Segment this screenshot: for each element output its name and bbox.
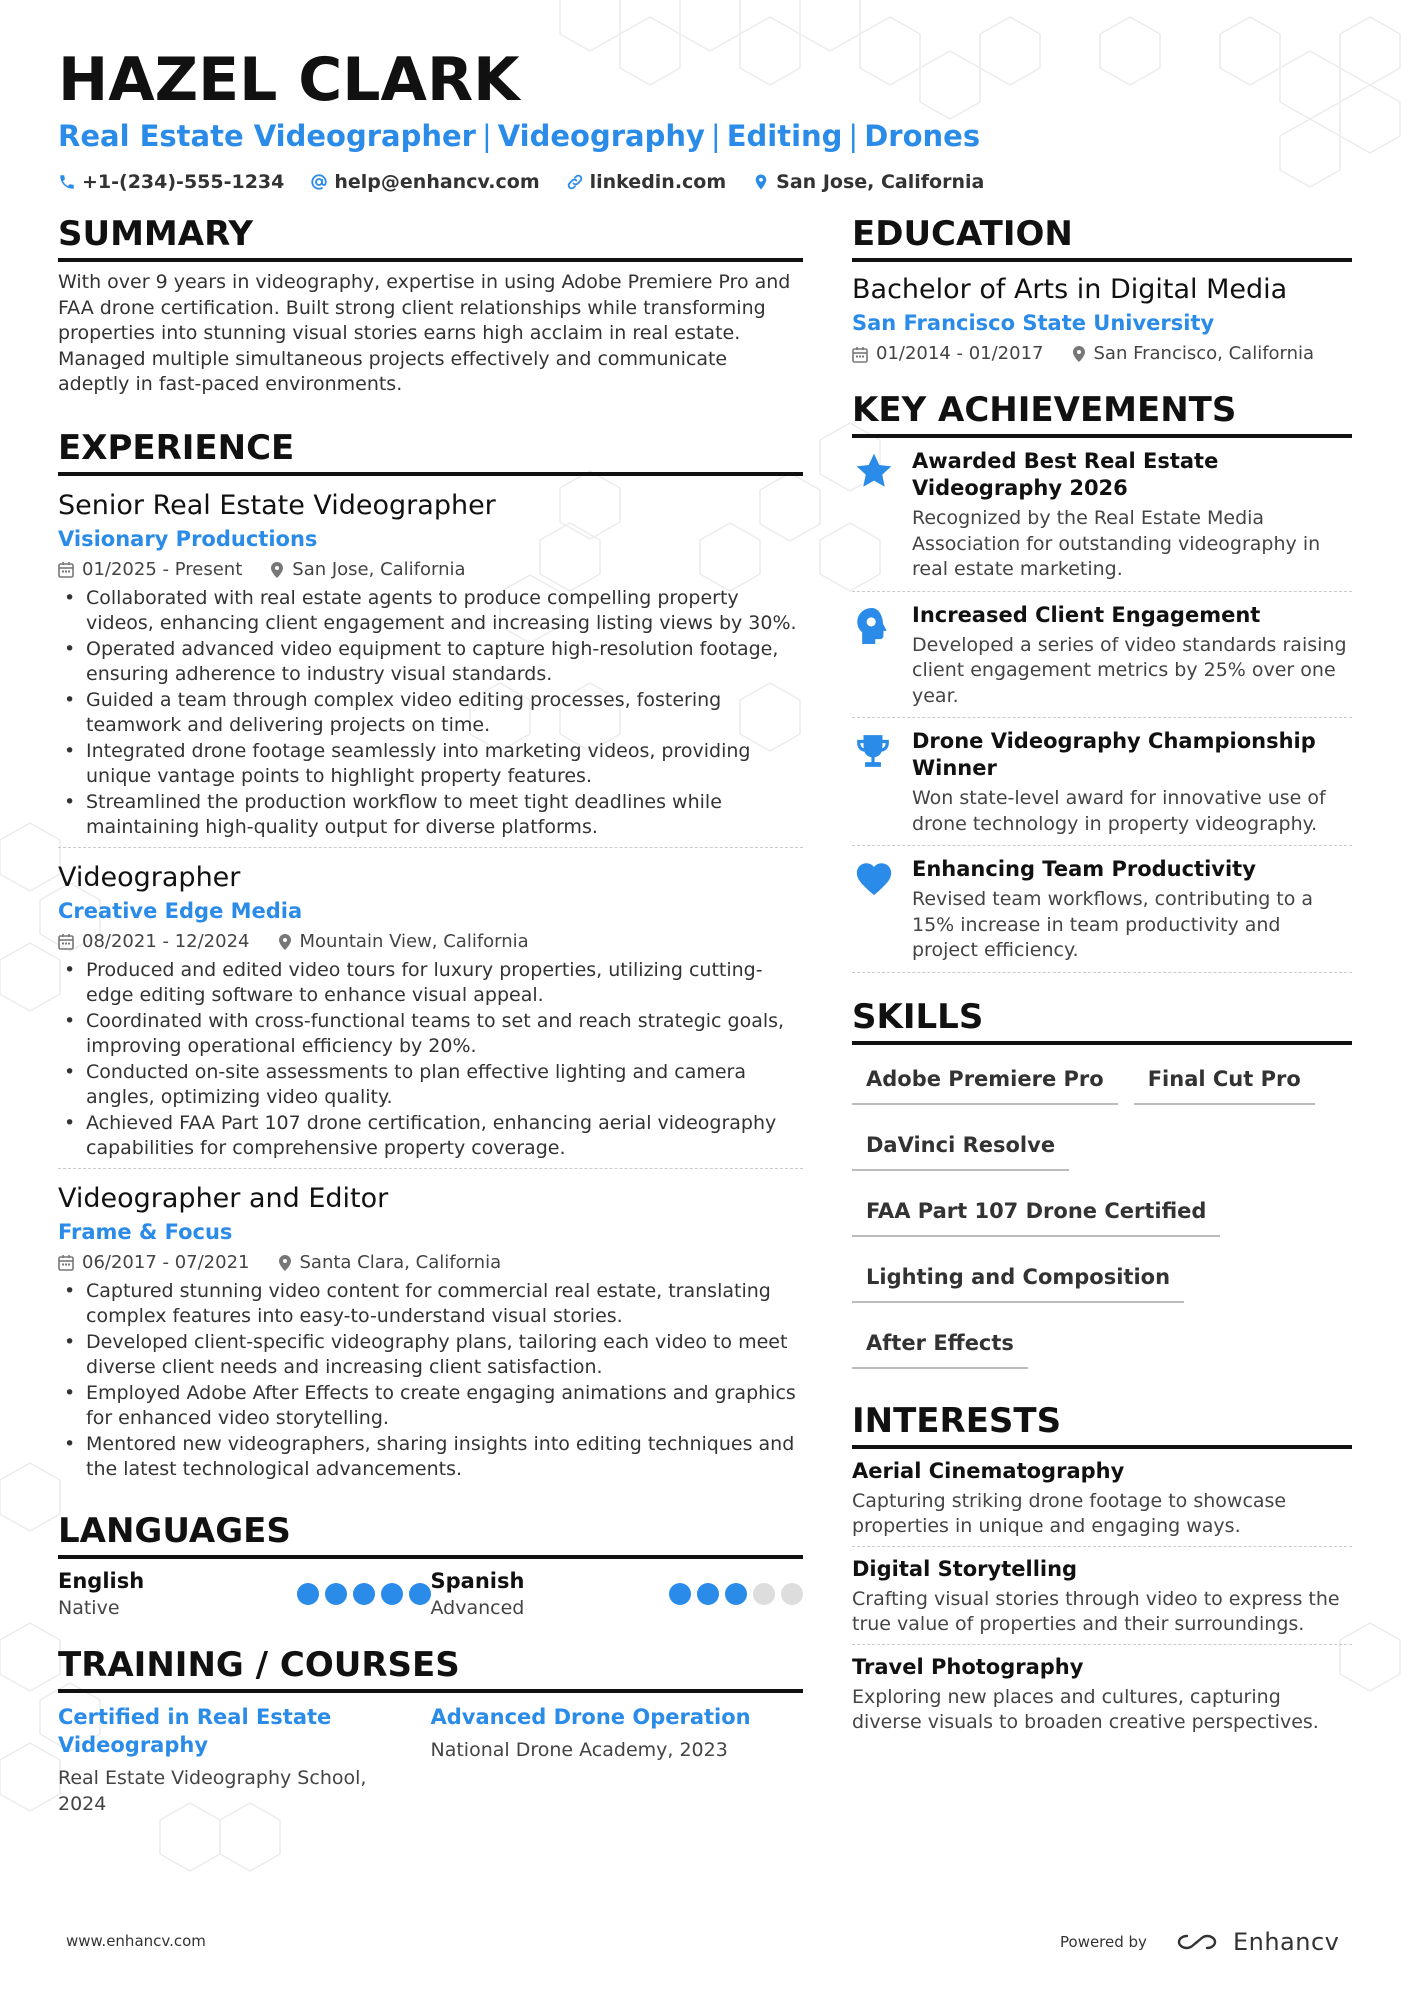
skill-tag: Adobe Premiere Pro (852, 1053, 1118, 1105)
achievement-body (912, 602, 1352, 710)
interest-title: Digital Storytelling (852, 1556, 1078, 1581)
title-separator: | (481, 119, 492, 153)
calendar-icon (58, 933, 74, 950)
training-entry (58, 1703, 431, 1817)
language-entry (431, 1567, 804, 1621)
job-dates (58, 1249, 250, 1277)
contact-phone[interactable] (58, 171, 284, 193)
job-dates-text: 01/2025 - Present (82, 558, 243, 580)
interest-title: Aerial Cinematography (852, 1458, 1125, 1483)
language-rating (663, 1583, 803, 1605)
job-location (278, 1249, 502, 1277)
interest-desc: Exploring new places and cultures, capturing diverse visuals to broaden creative perspectives. (852, 1685, 1319, 1733)
summary-heading: SUMMARY (58, 212, 803, 262)
skill-tag: Lighting and Composition (852, 1251, 1184, 1303)
language-info (431, 1567, 525, 1621)
enhancv-brand: Enhancv (1232, 1928, 1340, 1956)
bullet-item: • Operated advanced video equipment to capture high-resolution footage, ensuring adherence to industry visual standards. (58, 637, 803, 688)
language-entry (58, 1567, 431, 1621)
training-heading: TRAINING / COURSES (58, 1643, 803, 1693)
map-pin-icon (752, 173, 770, 191)
job-bullets (58, 958, 803, 1162)
skill-tag: Final Cut Pro (1134, 1053, 1315, 1105)
bullet-item: • Conducted on-site assessments to plan effective lighting and camera angles, optimizing video quality. (58, 1060, 803, 1111)
job-title: Videographer (58, 861, 241, 893)
skill-tag: After Effects (852, 1317, 1028, 1369)
achievement-desc: Developed a series of video standards raising client engagement metrics by 25% over one year. (912, 633, 1347, 707)
achievement-title: Enhancing Team Productivity (912, 857, 1256, 881)
star-icon (852, 448, 912, 583)
job-location-text: Santa Clara, California (299, 1251, 502, 1273)
map-pin-icon (278, 933, 292, 951)
language-level: Native (58, 1596, 120, 1619)
right-column (852, 212, 1352, 1742)
skills-list (852, 1053, 1352, 1383)
languages-list (58, 1567, 803, 1621)
skill-tag: DaVinci Resolve (852, 1119, 1069, 1171)
job-title: Videographer and Editor (58, 1182, 389, 1214)
job-meta (58, 928, 803, 956)
language-info (58, 1567, 144, 1621)
contact-email[interactable] (310, 171, 539, 193)
map-pin-icon (1072, 345, 1086, 363)
skill-tag: FAA Part 107 Drone Certified (852, 1185, 1220, 1237)
job-location (278, 928, 529, 956)
achievement-desc: Won state-level award for innovative use of drone technology in property videography. (912, 787, 1326, 835)
achievement-title: Increased Client Engagement (912, 602, 1261, 627)
achievement-desc: Recognized by the Real Estate Media Association for outstanding videography in real estate marketing. (912, 507, 1321, 580)
link-icon (566, 173, 584, 191)
calendar-icon (58, 561, 74, 578)
bullet-item: • Employed Adobe After Effects to create engaging animations and graphics for enhanced video storytelling. (58, 1381, 803, 1432)
languages-heading: LANGUAGES (58, 1509, 803, 1559)
achievement-entry (852, 438, 1352, 592)
job-entry (58, 860, 803, 1169)
bullet-item: • Captured stunning video content for commercial real estate, translating complex features into easy-to-understand visual stories. (58, 1279, 803, 1330)
contact-location (752, 171, 984, 193)
head-icon (852, 602, 912, 710)
job-entry (58, 488, 803, 848)
bullet-item: • Achieved FAA Part 107 drone certification, enhancing aerial videography capabilities for comprehensive property coverage. (58, 1111, 803, 1162)
heart-icon (852, 856, 912, 964)
job-meta (58, 1249, 803, 1277)
job-entry (58, 1181, 803, 1483)
achievement-body (912, 728, 1352, 837)
rating-dot-filled (725, 1583, 747, 1605)
title-part: Real Estate Videographer (58, 119, 476, 153)
rating-dot-filled (325, 1583, 347, 1605)
contact-bar (58, 168, 1010, 196)
interests-heading: INTERESTS (852, 1399, 1352, 1449)
rating-dot-empty (753, 1583, 775, 1605)
calendar-icon (852, 346, 868, 363)
edu-meta (852, 340, 1352, 368)
interest-entry (852, 1449, 1352, 1547)
rating-dot-filled (669, 1583, 691, 1605)
training-list (58, 1703, 803, 1817)
job-meta (58, 556, 803, 584)
phone-text: +1-(234)-555-1234 (82, 171, 285, 193)
edu-location (1072, 340, 1315, 368)
experience-heading: EXPERIENCE (58, 426, 803, 476)
title-part: Videography (497, 119, 705, 153)
edu-degree: Bachelor of Arts in Digital Media (852, 274, 1288, 305)
bullet-item: • Developed client-specific videography plans, tailoring each video to meet diverse client needs and increasing client satisfaction. (58, 1330, 803, 1381)
rating-dot-filled (297, 1583, 319, 1605)
training-entry (431, 1703, 804, 1817)
divider (58, 847, 803, 848)
training-org: National Drone Academy, 2023 (430, 1738, 728, 1761)
bullet-item: • Collaborated with real estate agents to produce compelling property videos, enhancing client engagement and increasing listing views by 30%. (58, 586, 803, 637)
language-name: Spanish (430, 1568, 525, 1593)
achievement-title: Drone Videography Championship Winner (912, 729, 1316, 780)
interest-entry (852, 1645, 1352, 1742)
at-icon (310, 173, 328, 191)
language-level: Advanced (430, 1596, 525, 1619)
contact-linkedin[interactable] (566, 171, 727, 193)
language-name: English (58, 1568, 145, 1593)
footer-powered-by (1060, 1928, 1339, 1956)
achievement-body (912, 448, 1352, 583)
job-dates (58, 928, 250, 956)
summary-text: With over 9 years in videography, expertise in using Adobe Premiere Pro and FAA drone certification. Built strong client relationships while transforming properties into stunning visual stories earns high acclaim in real estate. Managed multiple simultaneous projects effectively and communicate adeptly in fast-paced environments. (58, 271, 791, 395)
achievement-title: Awarded Best Real Estate Videography 2026 (912, 449, 1219, 500)
interest-entry (852, 1547, 1352, 1645)
bullet-item: • Integrated drone footage seamlessly into marketing videos, providing unique vantage points to highlight property features. (58, 739, 803, 790)
skills-heading: SKILLS (852, 995, 1352, 1045)
job-location-text: Mountain View, California (299, 930, 529, 952)
title-part: Drones (864, 119, 981, 153)
rating-dot-filled (697, 1583, 719, 1605)
achievement-entry (852, 592, 1352, 719)
trophy-icon (852, 728, 912, 837)
rating-dot-filled (353, 1583, 375, 1605)
map-pin-icon (278, 1254, 292, 1272)
candidate-title (58, 116, 980, 156)
achievement-entry (852, 718, 1352, 846)
email-text: help@enhancv.com (334, 171, 540, 193)
rating-dot-filled (409, 1583, 431, 1605)
job-title: Senior Real Estate Videographer (58, 489, 496, 521)
company-name: Creative Edge Media (58, 898, 303, 923)
enhancv-logo-icon (1173, 1930, 1223, 1954)
divider (58, 1168, 803, 1169)
achievement-entry (852, 846, 1352, 973)
bullet-item: • Guided a team through complex video editing processes, fostering teamwork and delivering projects on time. (58, 688, 803, 739)
bullet-item: • Produced and edited video tours for luxury properties, utilizing cutting-edge editing software to enhance visual appeal. (58, 958, 803, 1009)
job-location (270, 556, 465, 584)
training-title: Advanced Drone Operation (430, 1704, 751, 1729)
rating-dot-empty (781, 1583, 803, 1605)
edu-dates (852, 340, 1044, 368)
training-org: Real Estate Videography School, 2024 (58, 1766, 367, 1815)
rating-dot-filled (381, 1583, 403, 1605)
achievements-heading: KEY ACHIEVEMENTS (852, 388, 1352, 438)
edu-location-text: San Francisco, California (1093, 343, 1315, 364)
training-title: Certified in Real Estate Videography (58, 1704, 332, 1757)
job-bullets (58, 586, 803, 841)
job-dates (58, 556, 242, 584)
achievement-body (912, 856, 1352, 964)
job-bullets (58, 1279, 803, 1483)
job-dates-text: 06/2017 - 07/2021 (82, 1251, 250, 1273)
phone-icon (58, 173, 76, 191)
bullet-item: • Mentored new videographers, sharing insights into editing techniques and the latest technological advancements. (58, 1432, 803, 1483)
calendar-icon (58, 1254, 74, 1271)
left-column (58, 212, 803, 1817)
interest-desc: Crafting visual stories through video to express the true value of properties and their surroundings. (852, 1587, 1340, 1635)
job-location-text: San Jose, California (292, 558, 466, 580)
map-pin-icon (270, 561, 284, 579)
education-heading: EDUCATION (852, 212, 1352, 262)
interest-desc: Capturing striking drone footage to showcase properties in unique and engaging ways. (852, 1489, 1287, 1537)
edu-school: San Francisco State University (852, 311, 1215, 335)
title-separator: | (710, 119, 721, 153)
company-name: Frame & Focus (58, 1219, 233, 1244)
job-dates-text: 08/2021 - 12/2024 (82, 930, 250, 952)
language-rating (291, 1583, 431, 1605)
interest-title: Travel Photography (852, 1654, 1084, 1679)
linkedin-text: linkedin.com (589, 171, 727, 193)
edu-dates-text: 01/2014 - 01/2017 (876, 343, 1044, 364)
title-separator: | (848, 119, 859, 153)
powered-by-text: Powered by (1060, 1933, 1147, 1951)
bullet-item: • Streamlined the production workflow to meet tight deadlines while maintaining high-quality output for diverse platforms. (58, 790, 803, 841)
candidate-name: HAZEL CLARK (58, 45, 520, 115)
title-part: Editing (726, 119, 843, 153)
achievement-desc: Revised team workflows, contributing to a 15% increase in team productivity and project efficiency. (912, 888, 1314, 961)
location-text: San Jose, California (776, 171, 985, 193)
footer-url[interactable]: www.enhancv.com (66, 1932, 206, 1950)
company-name: Visionary Productions (58, 526, 318, 551)
bullet-item: • Coordinated with cross-functional teams to set and reach strategic goals, improving operational efficiency by 20%. (58, 1009, 803, 1060)
